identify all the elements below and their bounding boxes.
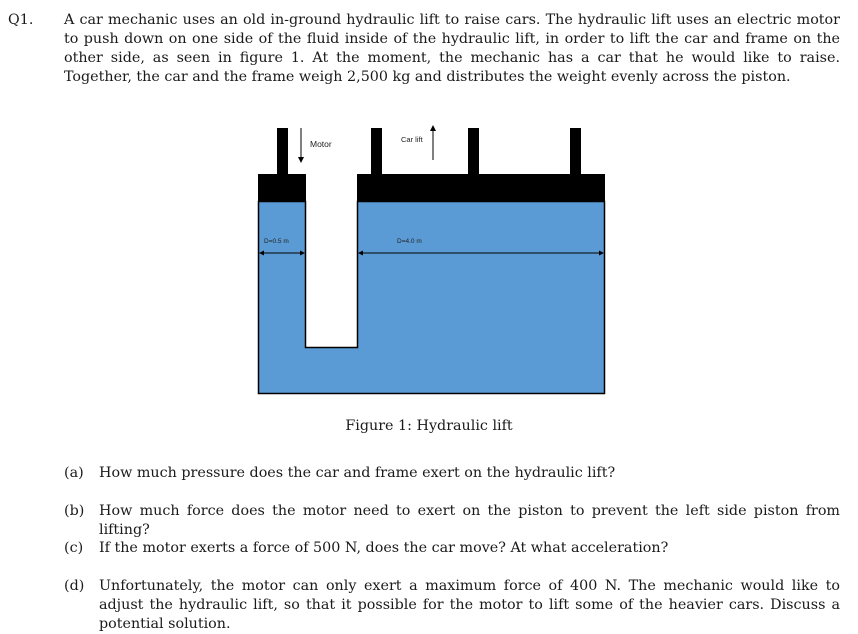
car-lift-force-arrow xyxy=(430,125,436,160)
hydraulic-lift-figure xyxy=(250,122,620,402)
part-text: If the motor exerts a force of 500 N, does the car move? At what acceleration? xyxy=(99,540,669,556)
part-text: How much force does the motor need to exert on the piston to prevent the left side piston from lifting? xyxy=(99,503,840,538)
part-label: (d) xyxy=(64,578,85,594)
part-label: (b) xyxy=(64,503,85,519)
car-lift-label: Car lift xyxy=(401,135,423,144)
part-label: (a) xyxy=(64,465,84,481)
lift-piston-post-middle xyxy=(468,128,479,176)
motor-label: Motor xyxy=(310,139,332,149)
question-number: Q1. xyxy=(8,12,34,28)
question-part-b xyxy=(64,502,840,540)
motor-piston-rod xyxy=(277,128,288,176)
question-part-c xyxy=(64,539,840,558)
part-label: (c) xyxy=(64,540,84,556)
lift-piston-plate xyxy=(357,174,605,201)
lift-piston-post-right xyxy=(570,128,581,176)
part-text: How much pressure does the car and frame exert on the hydraulic lift? xyxy=(99,465,616,481)
motor-force-arrow xyxy=(298,128,304,163)
motor-piston-plate xyxy=(258,174,306,201)
large-diameter-label: D=4.0 m xyxy=(397,238,422,245)
part-text: Unfortunately, the motor can only exert a maximum force of 400 N. The mechanic would like to adjust the hydraulic lift, so that it possible for the motor to lift some of the heavier cars. Discuss a potential solution. xyxy=(99,578,840,632)
small-diameter-label: D=0.5 m xyxy=(264,238,289,245)
question-part-a xyxy=(64,464,840,483)
question-intro: A car mechanic uses an old in-ground hydraulic lift to raise cars. The hydraulic lift uses an electric motor to push down on one side of the fluid inside of the hydraulic lift, in order to lift the car and frame on the other side, as seen in figure 1. At the moment, the mechanic has a car that he would like to raise. Together, the car and the frame weigh 2,500 kg and distributes the weight evenly across the piston. xyxy=(64,12,840,85)
lift-piston-post-left xyxy=(371,128,382,176)
question-part-d xyxy=(64,577,840,634)
hydraulic-fluid xyxy=(259,202,605,394)
figure-caption: Figure 1: Hydraulic lift xyxy=(345,418,513,434)
